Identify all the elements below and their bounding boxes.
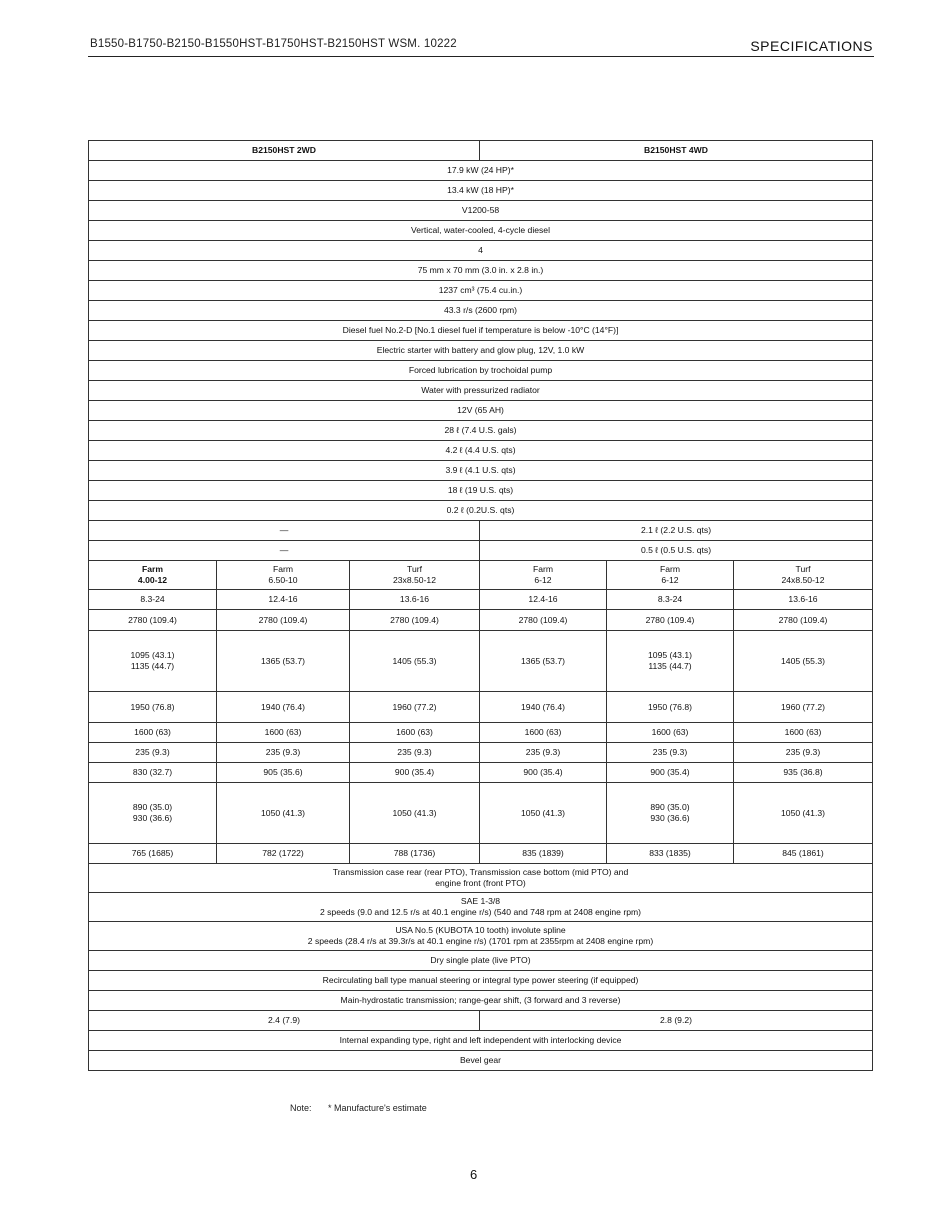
rear-tread-row-line: 930 (36.6) — [132, 813, 173, 823]
front-tread-row-cell — [217, 631, 350, 692]
rear-tread-row-line: 930 (36.6) — [650, 813, 690, 823]
height-row-cell: 1600 (63) — [734, 723, 873, 743]
tire-type-header — [480, 561, 607, 590]
front-tread-row-cell — [480, 631, 607, 692]
clutch-row-cell: Dry single plate (live PTO) — [89, 951, 873, 971]
clearance-row-cell: 235 (9.3) — [217, 743, 350, 763]
header-model-line: B1550-B1750-B2150-B1550HST-B1750HST-B2150HST WSM. 10222 — [90, 38, 457, 50]
tire-type-line: 23x8.50-12 — [392, 575, 436, 585]
spec-row — [89, 301, 873, 321]
rear-tread-row-cell — [607, 783, 734, 844]
transmission-row — [89, 991, 873, 1011]
rear-tire-row-cell: 8.3-24 — [607, 590, 734, 610]
rear-tire-row — [89, 590, 873, 610]
spec-value: 3.9 ℓ (4.1 U.S. qts) — [89, 461, 873, 481]
transmission-row-cell: Main-hydrostatic transmission; range-gear shift, (3 forward and 3 reverse) — [89, 991, 873, 1011]
pto-location-row-line: Transmission case rear (rear PTO), Transmission case bottom (mid PTO) and — [332, 867, 629, 877]
rear-pto-row-cell — [89, 893, 873, 922]
height-row — [89, 723, 873, 743]
width-row-cell: 1940 (76.4) — [217, 692, 350, 723]
clearance-row-cell: 235 (9.3) — [89, 743, 217, 763]
front-tread-row-line: 1365 (53.7) — [521, 655, 565, 666]
spec-value: 4.2 ℓ (4.4 U.S. qts) — [89, 441, 873, 461]
tire-type-line: Turf — [795, 564, 811, 574]
rear-tread-row-cell — [480, 783, 607, 844]
width-row — [89, 692, 873, 723]
spec-value: Forced lubrication by trochoidal pump — [89, 361, 873, 381]
clearance-row-cell: 235 (9.3) — [734, 743, 873, 763]
rear-tread-row-line: 1050 (41.3) — [521, 807, 565, 818]
clearance-row-cell: 235 (9.3) — [607, 743, 734, 763]
value-2wd: — — [89, 541, 480, 561]
footnote-label: Note: — [290, 1103, 312, 1113]
col-4wd-header: B2150HST 4WD — [480, 141, 873, 161]
rear-pto-row-line: SAE 1-3/8 — [460, 896, 501, 906]
spec-row — [89, 261, 873, 281]
tire-type-header — [734, 561, 873, 590]
rear-pto-row-line: 2 speeds (9.0 and 12.5 r/s at 40.1 engine r/s) (540 and 748 rpm at 2408 engine rpm) — [319, 907, 642, 917]
footnote — [290, 1103, 427, 1113]
front-tread-row-line: 1365 (53.7) — [261, 655, 305, 666]
height-row-cell: 1600 (63) — [480, 723, 607, 743]
spec-row — [89, 421, 873, 441]
header-section-title: SPECIFICATIONS — [750, 38, 873, 54]
front-tread-row-line: 1135 (44.7) — [130, 661, 175, 671]
spec-split-row — [89, 521, 873, 541]
tread-row-cell: 900 (35.4) — [607, 763, 734, 783]
spec-row — [89, 241, 873, 261]
spec-table — [88, 140, 873, 1071]
tire-type-header — [350, 561, 480, 590]
wheelbase-row-cell: 2780 (109.4) — [89, 610, 217, 631]
steering-row — [89, 971, 873, 991]
spec-value: 12V (65 AH) — [89, 401, 873, 421]
spec-value: 1237 cm³ (75.4 cu.in.) — [89, 281, 873, 301]
tire-type-line: 6-12 — [534, 575, 552, 585]
spec-value: Diesel fuel No.2-D [No.1 diesel fuel if temperature is below -10°C (14°F)] — [89, 321, 873, 341]
col-2wd-header: B2150HST 2WD — [89, 141, 480, 161]
weight-row-cell: 788 (1736) — [350, 844, 480, 864]
spec-value: 43.3 r/s (2600 rpm) — [89, 301, 873, 321]
mid-pto-row-line: 2 speeds (28.4 r/s at 39.3r/s at 40.1 engine r/s) (1701 rpm at 2355rpm at 2408 engine rpm) — [307, 936, 654, 946]
spec-value: 18 ℓ (19 U.S. qts) — [89, 481, 873, 501]
rear-pto-row — [89, 893, 873, 922]
wheelbase-row-cell: 2780 (109.4) — [480, 610, 607, 631]
width-row-cell: 1960 (77.2) — [734, 692, 873, 723]
front-tread-row-cell — [89, 631, 217, 692]
height-row-cell: 1600 (63) — [607, 723, 734, 743]
rear-tread-row-cell — [217, 783, 350, 844]
rear-tire-row-cell: 13.6-16 — [350, 590, 480, 610]
spec-row — [89, 341, 873, 361]
front-tread-row-line: 1135 (44.7) — [648, 661, 692, 671]
spec-row — [89, 361, 873, 381]
tread-row-cell: 905 (35.6) — [217, 763, 350, 783]
wheelbase-row-cell: 2780 (109.4) — [350, 610, 480, 631]
mid-pto-row — [89, 922, 873, 951]
tread-row-cell: 830 (32.7) — [89, 763, 217, 783]
weight-row-cell: 835 (1839) — [480, 844, 607, 864]
width-row-cell: 1950 (76.8) — [607, 692, 734, 723]
pto-location-row — [89, 864, 873, 893]
spec-value: Water with pressurized radiator — [89, 381, 873, 401]
front-tread-row-cell — [350, 631, 480, 692]
spec-row — [89, 441, 873, 461]
model-header-row — [89, 141, 873, 161]
spec-value: Vertical, water-cooled, 4-cycle diesel — [89, 221, 873, 241]
spec-value: V1200-58 — [89, 201, 873, 221]
tire-type-header — [217, 561, 350, 590]
tire-type-line: Farm — [272, 564, 294, 574]
spec-row — [89, 201, 873, 221]
front-tread-row-line: 1095 (43.1) — [648, 650, 692, 660]
rear-tread-row-line: 1050 (41.3) — [261, 807, 305, 818]
wheelbase-row — [89, 610, 873, 631]
front-tread-row-line: 1095 (43.1) — [130, 650, 175, 660]
height-row-cell: 1600 (63) — [89, 723, 217, 743]
rear-tire-row-cell: 8.3-24 — [89, 590, 217, 610]
rear-tire-row-cell: 13.6-16 — [734, 590, 873, 610]
spec-row — [89, 181, 873, 201]
spec-row — [89, 381, 873, 401]
rear-tread-row-line: 890 (35.0) — [132, 802, 173, 812]
rear-tread-row-line: 1050 (41.3) — [392, 807, 437, 818]
weight-row-cell: 782 (1722) — [217, 844, 350, 864]
turning-radius-2wd: 2.4 (7.9) — [89, 1011, 480, 1031]
tire-type-line: 6-12 — [661, 575, 679, 585]
tread-row-cell: 935 (36.8) — [734, 763, 873, 783]
pto-location-row-cell — [89, 864, 873, 893]
brakes-row-cell: Internal expanding type, right and left independent with interlocking device — [89, 1031, 873, 1051]
value-2wd: — — [89, 521, 480, 541]
spec-row — [89, 401, 873, 421]
wheelbase-row-cell: 2780 (109.4) — [607, 610, 734, 631]
tread-row-cell: 900 (35.4) — [480, 763, 607, 783]
spec-row — [89, 461, 873, 481]
header-rule — [88, 56, 874, 57]
front-tread-row-line: 1405 (55.3) — [392, 655, 437, 666]
pto-location-row-line: engine front (front PTO) — [435, 878, 526, 888]
value-4wd: 2.1 ℓ (2.2 U.S. qts) — [480, 521, 873, 541]
spec-row — [89, 281, 873, 301]
tire-type-line: 24x8.50-12 — [781, 575, 825, 585]
tread-row-cell: 900 (35.4) — [350, 763, 480, 783]
mid-pto-row-line: USA No.5 (KUBOTA 10 tooth) involute spline — [395, 925, 566, 935]
rear-tread-row-cell — [734, 783, 873, 844]
value-4wd: 0.5 ℓ (0.5 U.S. qts) — [480, 541, 873, 561]
spec-value: 17.9 kW (24 HP)* — [89, 161, 873, 181]
tire-type-line: Farm — [659, 564, 681, 574]
spec-row — [89, 501, 873, 521]
spec-row — [89, 321, 873, 341]
rear-tread-row-cell — [350, 783, 480, 844]
clearance-row-cell: 235 (9.3) — [480, 743, 607, 763]
tread-row — [89, 763, 873, 783]
front-tread-row-cell — [734, 631, 873, 692]
rear-tire-row-cell: 12.4-16 — [480, 590, 607, 610]
weight-row-cell: 765 (1685) — [89, 844, 217, 864]
mid-pto-row-cell — [89, 922, 873, 951]
clearance-row — [89, 743, 873, 763]
brakes-row — [89, 1031, 873, 1051]
final-drive-row — [89, 1051, 873, 1071]
clearance-row-cell: 235 (9.3) — [350, 743, 480, 763]
front-tread-row-cell — [607, 631, 734, 692]
width-row-cell: 1960 (77.2) — [350, 692, 480, 723]
rear-tread-row — [89, 783, 873, 844]
spec-row — [89, 221, 873, 241]
steering-row-cell: Recirculating ball type manual steering or integral type power steering (if equipped) — [89, 971, 873, 991]
rear-tread-row-cell — [89, 783, 217, 844]
tire-type-line: Turf — [407, 564, 422, 574]
tire-type-line: 4.00-12 — [137, 575, 168, 585]
spec-value: 28 ℓ (7.4 U.S. gals) — [89, 421, 873, 441]
width-row-cell: 1940 (76.4) — [480, 692, 607, 723]
spec-value: 4 — [89, 241, 873, 261]
tire-type-header — [607, 561, 734, 590]
spec-row — [89, 481, 873, 501]
turning-radius-row — [89, 1011, 873, 1031]
height-row-cell: 1600 (63) — [350, 723, 480, 743]
footnote-text: * Manufacture's estimate — [328, 1103, 427, 1113]
front-tread-row-line: 1405 (55.3) — [781, 655, 825, 666]
spec-value: 0.2 ℓ (0.2U.S. qts) — [89, 501, 873, 521]
spec-value: 75 mm x 70 mm (3.0 in. x 2.8 in.) — [89, 261, 873, 281]
width-row-cell: 1950 (76.8) — [89, 692, 217, 723]
tire-type-header — [89, 561, 217, 590]
tire-header-row — [89, 561, 873, 590]
spec-row — [89, 161, 873, 181]
turning-radius-4wd: 2.8 (9.2) — [480, 1011, 873, 1031]
clutch-row — [89, 951, 873, 971]
spec-split-row — [89, 541, 873, 561]
page-number: 6 — [470, 1167, 478, 1182]
height-row-cell: 1600 (63) — [217, 723, 350, 743]
rear-tread-row-line: 890 (35.0) — [650, 802, 690, 812]
weight-row-cell: 845 (1861) — [734, 844, 873, 864]
tire-type-line: 6.50-10 — [268, 575, 298, 585]
spec-value: 13.4 kW (18 HP)* — [89, 181, 873, 201]
wheelbase-row-cell: 2780 (109.4) — [734, 610, 873, 631]
final-drive-row-cell: Bevel gear — [89, 1051, 873, 1071]
tire-type-line: Farm — [532, 564, 554, 574]
spec-value: Electric starter with battery and glow plug, 12V, 1.0 kW — [89, 341, 873, 361]
weight-row — [89, 844, 873, 864]
rear-tread-row-line: 1050 (41.3) — [781, 807, 825, 818]
wheelbase-row-cell: 2780 (109.4) — [217, 610, 350, 631]
front-tread-row — [89, 631, 873, 692]
rear-tire-row-cell: 12.4-16 — [217, 590, 350, 610]
tire-type-line: Farm — [141, 564, 163, 574]
weight-row-cell: 833 (1835) — [607, 844, 734, 864]
